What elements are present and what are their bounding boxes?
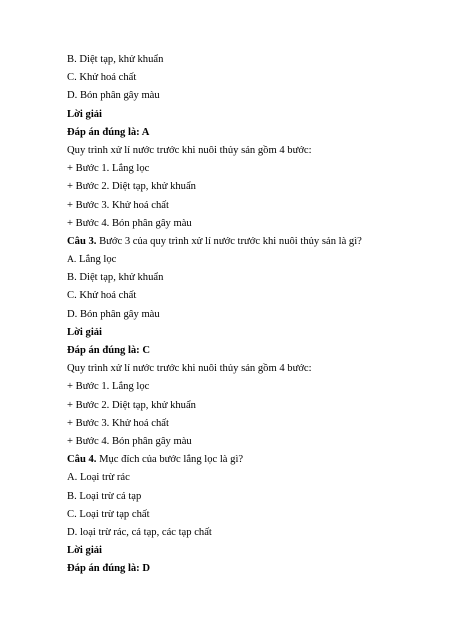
option-label: A. — [67, 254, 77, 266]
question-4 — [67, 451, 427, 469]
answer-option-c: C. Khử hoá chất — [67, 290, 137, 302]
explanation-step: + Bước 1. Lắng lọc — [67, 163, 150, 175]
answer-option-a: A. Loại trừ rác — [67, 472, 130, 484]
solution-heading: Lời giải — [67, 108, 103, 120]
answer-option-d: D. Bón phân gây màu — [67, 308, 160, 320]
explanation-step: + Bước 2. Diệt tạp, khử khuẩn — [67, 181, 196, 193]
answer-option-c: C. Khử hoá chất — [67, 72, 137, 84]
question-label: Câu 4. — [67, 454, 97, 466]
explanation-text: Quy trình xử lí nước trước khi nuôi thủy sản gồm 4 bước: — [67, 144, 312, 156]
explanation-step: + Bước 1. Lắng lọc — [67, 381, 150, 393]
explanation-text: Quy trình xử lí nước trước khi nuôi thủy sản gồm 4 bước: — [67, 363, 312, 375]
question-label: Câu 3. — [67, 235, 97, 247]
answer-option-c: C. Loại trừ tạp chất — [67, 508, 150, 520]
option-text: Lắng lọc — [76, 254, 117, 266]
question-text: Bước 3 của quy trình xử lí nước trước khi nuôi thủy sản là gì? — [96, 235, 362, 247]
answer-option-d: D. loại trừ rác, cá tạp, các tạp chất — [67, 526, 212, 538]
answer-option-b: B. Diệt tạp, khử khuẩn — [67, 54, 164, 65]
question-text: Mục đích của bước lắng lọc là gì? — [96, 454, 244, 466]
explanation-step: + Bước 2. Diệt tạp, khử khuẩn — [67, 399, 196, 411]
correct-answer: Đáp án đúng là: C — [67, 345, 151, 356]
answer-option-d: D. Bón phân gây màu — [67, 90, 160, 102]
answer-option-a — [67, 251, 427, 269]
explanation-step: + Bước 3. Khử hoá chất — [67, 199, 169, 211]
explanation-step: + Bước 3. Khử hoá chất — [67, 417, 169, 429]
question-3 — [67, 233, 427, 251]
correct-answer: Đáp án đúng là: D — [67, 563, 151, 575]
answer-option-b: B. Diệt tạp, khử khuẩn — [67, 272, 164, 284]
solution-heading: Lời giải — [67, 326, 103, 338]
correct-answer: Đáp án đúng là: A — [67, 126, 150, 138]
solution-heading: Lời giải — [67, 545, 103, 557]
document-page — [67, 51, 427, 578]
explanation-step: + Bước 4. Bón phân gây màu — [67, 217, 192, 229]
answer-option-b: B. Loại trừ cá tạp — [67, 490, 142, 502]
explanation-step: + Bước 4. Bón phân gây màu — [67, 435, 192, 447]
